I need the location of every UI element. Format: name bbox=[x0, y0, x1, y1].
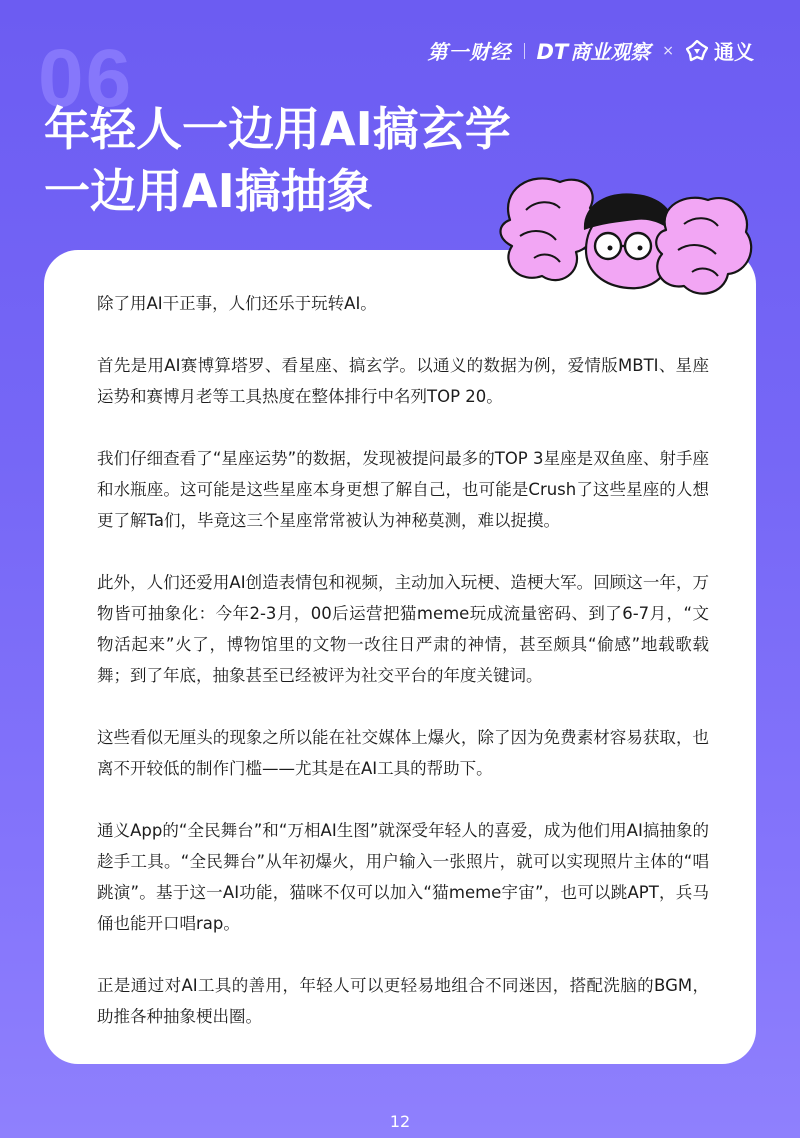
times-sign: × bbox=[662, 42, 674, 59]
dt-logo-text: 商业观察 bbox=[570, 40, 651, 64]
paragraph: 这些看似无厘头的现象之所以能在社交媒体上爆火，除了因为免费素材容易获取，也离不开较低的制作门槛——尤其是在AI工具的帮助下。 bbox=[97, 728, 709, 778]
paragraph: 正是通过对AI工具的善用，年轻人可以更轻易地组合不同迷因，搭配洗脑的BGM，助推各种抽象梗出圈。 bbox=[97, 976, 709, 1026]
dt-logo bbox=[537, 36, 651, 65]
paragraph: 通义App的“全民舞台”和“万相AI生图”就深受年轻人的喜爱，成为他们用AI搞抽象的趁手工具。“全民舞台”从年初爆火，用户输入一张照片，就可以实现照片主体的“唱跳演”。基于这一AI功能，猫咪不仅可以加入“猫meme宇宙”，也可以跳APT，兵马俑也能开口唱rap。 bbox=[97, 821, 709, 933]
logo-divider bbox=[524, 43, 525, 59]
right-hand-icon bbox=[656, 198, 751, 294]
title-line-1: 年轻人一边用AI搞玄学 bbox=[44, 102, 511, 156]
title-line-2: 一边用AI搞抽象 bbox=[44, 164, 373, 218]
section-number: 06 bbox=[38, 33, 134, 124]
article-body bbox=[97, 288, 709, 1063]
paragraph: 我们仔细查看了“星座运势”的数据，发现被提问最多的TOP 3星座是双鱼座、射手座和水瓶座。这可能是这些星座本身更想了解自己，也可能是Crush了这些星座的人想更了解Ta们，毕竟这三个星座常常被认为神秘莫测，难以捉摸。 bbox=[97, 449, 709, 530]
paragraph: 此外，人们还爱用AI创造表情包和视频，主动加入玩梗、造梗大军。回顾这一年，万物皆可抽象化：今年2-3月，00后运营把猫meme玩成流量密码、到了6-7月，“文物活起来”火了，博物馆里的文物一改往日严肃的神情，甚至颇具“偷感”地载歌载舞；到了年底，抽象甚至已经被评为社交平台的年度关键词。 bbox=[97, 573, 709, 685]
header-logos bbox=[428, 36, 755, 65]
cbn-logo: 第一财经 bbox=[427, 40, 512, 64]
paragraph: 除了用AI干正事，人们还乐于玩转AI。 bbox=[97, 294, 377, 313]
page-number: 12 bbox=[389, 1112, 411, 1131]
tongyi-logo bbox=[686, 36, 754, 65]
tongyi-icon bbox=[686, 40, 708, 62]
paragraph: 首先是用AI赛博算塔罗、看星座、搞玄学。以通义的数据为例，爱情版MBTI、星座运势和赛博月老等工具热度在整体排行中名列TOP 20。 bbox=[97, 356, 709, 406]
left-hand-icon bbox=[501, 178, 596, 280]
tongyi-logo-text: 通义 bbox=[714, 40, 754, 64]
page-title bbox=[44, 98, 511, 222]
dt-logo-mark: DT bbox=[536, 40, 569, 64]
